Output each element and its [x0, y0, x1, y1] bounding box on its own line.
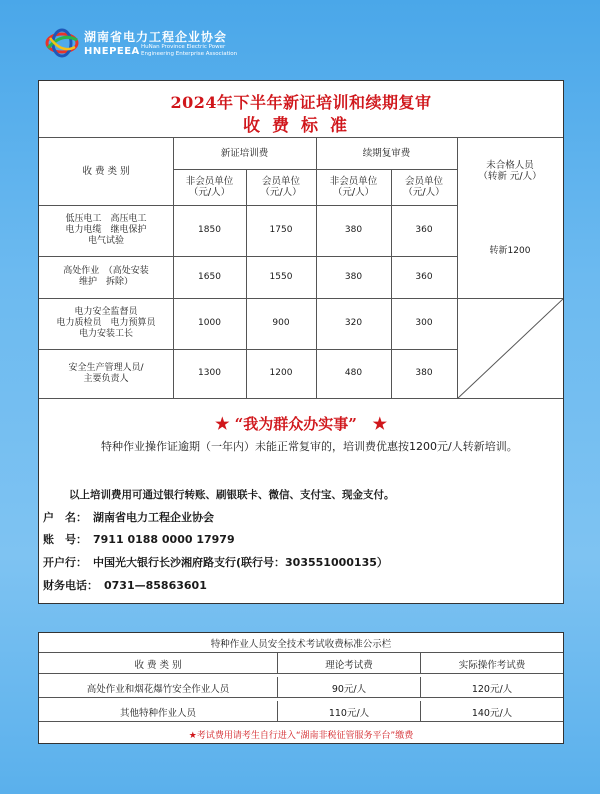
row1-category: 低压电工 高压电工 电力电缆 继电保护 电气试验	[65, 214, 147, 246]
overdue-notice: 特种作业操作证逾期（一年内）未能正常复审的，培训费优惠按1200元/人转新培训。	[101, 440, 518, 453]
finance-phone-label: 财务电话：	[43, 579, 98, 592]
account-number-label: 账 号：	[43, 533, 87, 546]
row3-new-member: 900	[272, 318, 290, 328]
fee-notice-card	[38, 80, 564, 604]
row2-new-nonmember: 1650	[198, 271, 221, 282]
group-new-header: 新证培训费	[220, 147, 269, 159]
exam-header-practical: 实际操作考试费	[420, 653, 563, 674]
row2-new-member: 1550	[269, 271, 293, 282]
row3-new-nonmember: 1000	[198, 318, 221, 328]
group-renew-header: 续期复审费	[362, 147, 411, 159]
sub-header-member-renew: 会员单位 （元/人）	[403, 176, 445, 198]
table-row-header	[39, 653, 563, 674]
sub-header-nonmember-new: 非会员单位 （元/人）	[185, 176, 234, 198]
org-name-cn: 湖南省电力工程企业协会	[84, 30, 228, 44]
org-abbr: HNEPEEA	[84, 46, 140, 57]
exam-payment-note: ★考试费用请考生自行进入“湖南非税征管服务平台”缴费	[188, 730, 414, 741]
table-row	[39, 677, 563, 698]
exam-row1-practical: 120元/人	[420, 677, 563, 698]
exam-table-title: 特种作业人员安全技术考试收费标准公示栏	[39, 633, 563, 653]
exam-row1-theory: 90元/人	[277, 677, 420, 698]
failed-transfer-value: 转新1200	[489, 246, 531, 256]
star-icon-right: ★	[372, 414, 387, 433]
org-name-en-line1: HuNan Province Electric Power	[141, 44, 226, 50]
fee-title-line1: 2024年下半年新证培训和续期复审	[170, 93, 432, 112]
slogan-text: “我为群众办实事”	[234, 415, 357, 433]
exam-row2-theory: 110元/人	[277, 701, 420, 722]
account-name-label: 户 名：	[43, 511, 87, 524]
row2-renew-member: 360	[415, 271, 433, 282]
exam-row2-category: 其他特种作业人员	[119, 707, 196, 719]
account-name-line	[43, 509, 214, 525]
col-category-header: 收 费 类 别	[82, 165, 130, 177]
bank-value: 中国光大银行长沙湘府路支行(联行号：303551000135）	[93, 556, 388, 569]
fee-table-diagonal	[457, 299, 563, 399]
row4-renew-nonmember: 480	[344, 368, 363, 378]
sub-header-member-new: 会员单位 （元/人）	[260, 176, 302, 198]
row4-new-nonmember: 1300	[198, 368, 221, 378]
sub-header-nonmember-renew: 非会员单位 （元/人）	[329, 176, 378, 198]
account-number-value: 7911 0188 0000 17979	[93, 533, 235, 546]
table-row	[39, 701, 563, 722]
row4-category: 安全生产管理人员/ 主要负责人	[68, 362, 144, 384]
fee-title-line2: 收费标准	[243, 116, 359, 136]
finance-phone-value: 0731—85863601	[104, 579, 207, 592]
association-header	[44, 26, 344, 66]
exam-row2-practical: 140元/人	[420, 701, 563, 722]
exam-row1-category: 高处作业和烟花爆竹安全作业人员	[86, 683, 230, 695]
row3-category: 电力安全监督员 电力质检员 电力预算员 电力安装工长	[56, 307, 156, 339]
slogan	[39, 413, 563, 434]
bank-label: 开户行：	[43, 556, 87, 569]
exam-header-theory: 理论考试费	[277, 653, 420, 674]
bank-line	[43, 554, 388, 570]
row2-category: 高处作业 （高处安装 维护 拆除）	[63, 266, 149, 287]
account-number-line	[43, 531, 235, 547]
account-name-value: 湖南省电力工程企业协会	[93, 511, 214, 524]
col-failed-header: 未合格人员 （转新 元/人）	[478, 160, 542, 182]
association-logo-icon	[44, 28, 80, 58]
row3-renew-nonmember: 320	[344, 318, 363, 328]
row1-new-member: 1750	[269, 225, 293, 235]
finance-phone-line	[43, 577, 207, 593]
org-name-en	[141, 44, 237, 58]
exam-header-category: 收 费 类 别	[134, 659, 182, 671]
star-icon-left: ★	[215, 414, 230, 433]
exam-fee-card	[38, 632, 564, 744]
org-name-en-line2: Engineering Enterprise Association	[141, 51, 238, 57]
row1-renew-nonmember: 380	[344, 225, 363, 235]
row1-renew-member: 360	[415, 225, 433, 235]
row4-new-member: 1200	[269, 368, 293, 378]
row2-renew-nonmember: 380	[344, 271, 363, 282]
row4-renew-member: 380	[415, 368, 433, 378]
row1-new-nonmember: 1850	[198, 225, 221, 235]
payment-methods: 以上培训费用可通过银行转账、刷银联卡、微信、支付宝、现金支付。	[69, 489, 395, 501]
row3-renew-member: 300	[415, 318, 433, 328]
fee-table	[39, 137, 563, 399]
